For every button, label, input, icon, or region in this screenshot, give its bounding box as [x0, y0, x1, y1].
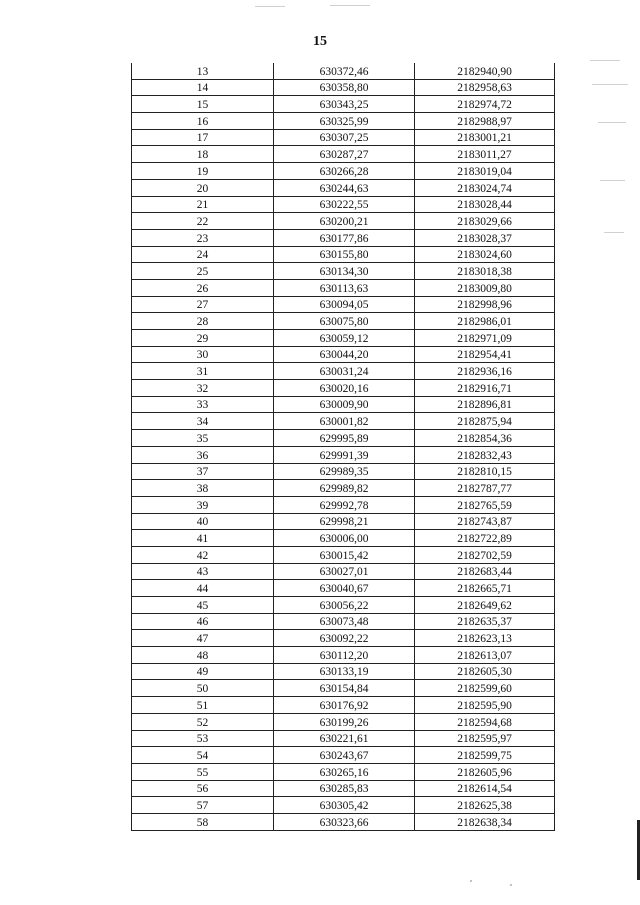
x-coordinate-cell: 630001,82 [274, 413, 415, 430]
point-number-cell: 23 [132, 229, 274, 246]
coordinates-table-body [132, 63, 555, 830]
table-row [132, 146, 555, 163]
y-coordinate-cell: 2182702,59 [415, 546, 555, 563]
y-coordinate-cell: 2182940,90 [415, 63, 555, 79]
point-number-cell: 39 [132, 496, 274, 513]
table-row [132, 730, 555, 747]
y-coordinate-cell: 2182765,59 [415, 496, 555, 513]
x-coordinate-cell: 630199,26 [274, 713, 415, 730]
y-coordinate-cell: 2182599,75 [415, 747, 555, 764]
point-number-cell: 22 [132, 213, 274, 230]
table-row [132, 563, 555, 580]
x-coordinate-cell: 630325,99 [274, 113, 415, 130]
table-row [132, 79, 555, 96]
point-number-cell: 45 [132, 597, 274, 614]
point-number-cell: 16 [132, 113, 274, 130]
x-coordinate-cell: 629989,35 [274, 463, 415, 480]
table-row [132, 513, 555, 530]
point-number-cell: 30 [132, 346, 274, 363]
point-number-cell: 26 [132, 279, 274, 296]
y-coordinate-cell: 2182854,36 [415, 430, 555, 447]
y-coordinate-cell: 2182896,81 [415, 396, 555, 413]
table-row [132, 647, 555, 664]
x-coordinate-cell: 629998,21 [274, 513, 415, 530]
x-coordinate-cell: 630177,86 [274, 229, 415, 246]
x-coordinate-cell: 630092,22 [274, 630, 415, 647]
y-coordinate-cell: 2183018,38 [415, 263, 555, 280]
y-coordinate-cell: 2182605,30 [415, 663, 555, 680]
y-coordinate-cell: 2183001,21 [415, 129, 555, 146]
point-number-cell: 49 [132, 663, 274, 680]
point-number-cell: 44 [132, 580, 274, 597]
x-coordinate-cell: 630015,42 [274, 546, 415, 563]
x-coordinate-cell: 630059,12 [274, 330, 415, 347]
x-coordinate-cell: 630044,20 [274, 346, 415, 363]
table-row [132, 496, 555, 513]
table-row [132, 613, 555, 630]
table-row [132, 446, 555, 463]
point-number-cell: 19 [132, 163, 274, 180]
table-row [132, 129, 555, 146]
table-row [132, 797, 555, 814]
x-coordinate-cell: 630176,92 [274, 697, 415, 714]
y-coordinate-cell: 2182722,89 [415, 530, 555, 547]
page-number: 15 [313, 34, 327, 49]
table-row [132, 580, 555, 597]
scan-artifact [598, 122, 626, 123]
table-row [132, 246, 555, 263]
scan-artifact [255, 6, 285, 7]
y-coordinate-cell: 2182595,97 [415, 730, 555, 747]
x-coordinate-cell: 630358,80 [274, 79, 415, 96]
table-row [132, 546, 555, 563]
y-coordinate-cell: 2182638,34 [415, 813, 555, 830]
point-number-cell: 21 [132, 196, 274, 213]
x-coordinate-cell: 630006,00 [274, 530, 415, 547]
table-row [132, 263, 555, 280]
x-coordinate-cell: 630027,01 [274, 563, 415, 580]
point-number-cell: 18 [132, 146, 274, 163]
point-number-cell: 14 [132, 79, 274, 96]
x-coordinate-cell: 630343,25 [274, 96, 415, 113]
y-coordinate-cell: 2183028,44 [415, 196, 555, 213]
x-coordinate-cell: 629995,89 [274, 430, 415, 447]
x-coordinate-cell: 630134,30 [274, 263, 415, 280]
x-coordinate-cell: 630323,66 [274, 813, 415, 830]
point-number-cell: 46 [132, 613, 274, 630]
point-number-cell: 34 [132, 413, 274, 430]
y-coordinate-cell: 2182998,96 [415, 296, 555, 313]
scan-artifact [590, 60, 620, 61]
point-number-cell: 48 [132, 647, 274, 664]
y-coordinate-cell: 2183009,80 [415, 279, 555, 296]
scan-artifact [470, 880, 472, 882]
y-coordinate-cell: 2182623,13 [415, 630, 555, 647]
point-number-cell: 17 [132, 129, 274, 146]
table-row [132, 330, 555, 347]
x-coordinate-cell: 630020,16 [274, 380, 415, 397]
y-coordinate-cell: 2182988,97 [415, 113, 555, 130]
table-row [132, 463, 555, 480]
x-coordinate-cell: 630222,55 [274, 196, 415, 213]
y-coordinate-cell: 2182743,87 [415, 513, 555, 530]
y-coordinate-cell: 2182614,54 [415, 780, 555, 797]
point-number-cell: 38 [132, 480, 274, 497]
x-coordinate-cell: 630221,61 [274, 730, 415, 747]
scan-artifact [604, 232, 624, 233]
x-coordinate-cell: 630112,20 [274, 647, 415, 664]
table-row [132, 396, 555, 413]
table-row [132, 663, 555, 680]
x-coordinate-cell: 630305,42 [274, 797, 415, 814]
table-row [132, 763, 555, 780]
x-coordinate-cell: 630040,67 [274, 580, 415, 597]
x-coordinate-cell: 630244,63 [274, 179, 415, 196]
point-number-cell: 51 [132, 697, 274, 714]
y-coordinate-cell: 2183029,66 [415, 213, 555, 230]
y-coordinate-cell: 2182916,71 [415, 380, 555, 397]
y-coordinate-cell: 2182971,09 [415, 330, 555, 347]
point-number-cell: 31 [132, 363, 274, 380]
x-coordinate-cell: 629992,78 [274, 496, 415, 513]
y-coordinate-cell: 2182936,16 [415, 363, 555, 380]
table-row [132, 279, 555, 296]
table-row [132, 380, 555, 397]
x-coordinate-cell: 630287,27 [274, 146, 415, 163]
x-coordinate-cell: 630266,28 [274, 163, 415, 180]
point-number-cell: 25 [132, 263, 274, 280]
table-row [132, 196, 555, 213]
y-coordinate-cell: 2182974,72 [415, 96, 555, 113]
point-number-cell: 40 [132, 513, 274, 530]
point-number-cell: 42 [132, 546, 274, 563]
point-number-cell: 58 [132, 813, 274, 830]
table-row [132, 96, 555, 113]
point-number-cell: 53 [132, 730, 274, 747]
table-row [132, 179, 555, 196]
y-coordinate-cell: 2183024,74 [415, 179, 555, 196]
x-coordinate-cell: 630155,80 [274, 246, 415, 263]
table-row [132, 213, 555, 230]
y-coordinate-cell: 2183024,60 [415, 246, 555, 263]
table-row [132, 530, 555, 547]
x-coordinate-cell: 630031,24 [274, 363, 415, 380]
point-number-cell: 13 [132, 63, 274, 79]
y-coordinate-cell: 2182665,71 [415, 580, 555, 597]
point-number-cell: 47 [132, 630, 274, 647]
x-coordinate-cell: 630009,90 [274, 396, 415, 413]
table-row [132, 813, 555, 830]
point-number-cell: 15 [132, 96, 274, 113]
table-row [132, 630, 555, 647]
y-coordinate-cell: 2182787,77 [415, 480, 555, 497]
point-number-cell: 35 [132, 430, 274, 447]
x-coordinate-cell: 630154,84 [274, 680, 415, 697]
table-row [132, 113, 555, 130]
y-coordinate-cell: 2182595,90 [415, 697, 555, 714]
point-number-cell: 36 [132, 446, 274, 463]
point-number-cell: 54 [132, 747, 274, 764]
x-coordinate-cell: 630073,48 [274, 613, 415, 630]
y-coordinate-cell: 2182958,63 [415, 79, 555, 96]
y-coordinate-cell: 2182810,15 [415, 463, 555, 480]
point-number-cell: 41 [132, 530, 274, 547]
y-coordinate-cell: 2182875,94 [415, 413, 555, 430]
point-number-cell: 50 [132, 680, 274, 697]
x-coordinate-cell: 630307,25 [274, 129, 415, 146]
table-row [132, 697, 555, 714]
x-coordinate-cell: 630056,22 [274, 597, 415, 614]
y-coordinate-cell: 2183019,04 [415, 163, 555, 180]
table-row [132, 480, 555, 497]
table-row [132, 313, 555, 330]
y-coordinate-cell: 2182605,96 [415, 763, 555, 780]
point-number-cell: 24 [132, 246, 274, 263]
x-coordinate-cell: 630133,19 [274, 663, 415, 680]
table-row [132, 430, 555, 447]
scan-artifact [510, 884, 512, 886]
x-coordinate-cell: 630200,21 [274, 213, 415, 230]
scan-artifact [330, 5, 370, 6]
point-number-cell: 56 [132, 780, 274, 797]
point-number-cell: 55 [132, 763, 274, 780]
y-coordinate-cell: 2182832,43 [415, 446, 555, 463]
table-row [132, 680, 555, 697]
x-coordinate-cell: 630243,67 [274, 747, 415, 764]
y-coordinate-cell: 2182635,37 [415, 613, 555, 630]
x-coordinate-cell: 629991,39 [274, 446, 415, 463]
y-coordinate-cell: 2182594,68 [415, 713, 555, 730]
point-number-cell: 29 [132, 330, 274, 347]
point-number-cell: 43 [132, 563, 274, 580]
table-row [132, 713, 555, 730]
table-row [132, 747, 555, 764]
point-number-cell: 37 [132, 463, 274, 480]
table-row [132, 229, 555, 246]
x-coordinate-cell: 630094,05 [274, 296, 415, 313]
coordinates-table [131, 63, 555, 831]
point-number-cell: 20 [132, 179, 274, 196]
table-row [132, 63, 555, 79]
y-coordinate-cell: 2182986,01 [415, 313, 555, 330]
point-number-cell: 52 [132, 713, 274, 730]
y-coordinate-cell: 2182599,60 [415, 680, 555, 697]
x-coordinate-cell: 630265,16 [274, 763, 415, 780]
y-coordinate-cell: 2182625,38 [415, 797, 555, 814]
table-row [132, 296, 555, 313]
table-row [132, 363, 555, 380]
scan-artifact [592, 84, 628, 85]
y-coordinate-cell: 2183028,37 [415, 229, 555, 246]
point-number-cell: 28 [132, 313, 274, 330]
table-row [132, 346, 555, 363]
point-number-cell: 27 [132, 296, 274, 313]
x-coordinate-cell: 630372,46 [274, 63, 415, 79]
point-number-cell: 32 [132, 380, 274, 397]
y-coordinate-cell: 2182613,07 [415, 647, 555, 664]
y-coordinate-cell: 2182649,62 [415, 597, 555, 614]
table-row [132, 597, 555, 614]
point-number-cell: 57 [132, 797, 274, 814]
table-row [132, 413, 555, 430]
y-coordinate-cell: 2183011,27 [415, 146, 555, 163]
x-coordinate-cell: 630075,80 [274, 313, 415, 330]
x-coordinate-cell: 629989,82 [274, 480, 415, 497]
table-row [132, 780, 555, 797]
y-coordinate-cell: 2182683,44 [415, 563, 555, 580]
y-coordinate-cell: 2182954,41 [415, 346, 555, 363]
scan-artifact [600, 180, 625, 181]
x-coordinate-cell: 630113,63 [274, 279, 415, 296]
point-number-cell: 33 [132, 396, 274, 413]
table-row [132, 163, 555, 180]
x-coordinate-cell: 630285,83 [274, 780, 415, 797]
